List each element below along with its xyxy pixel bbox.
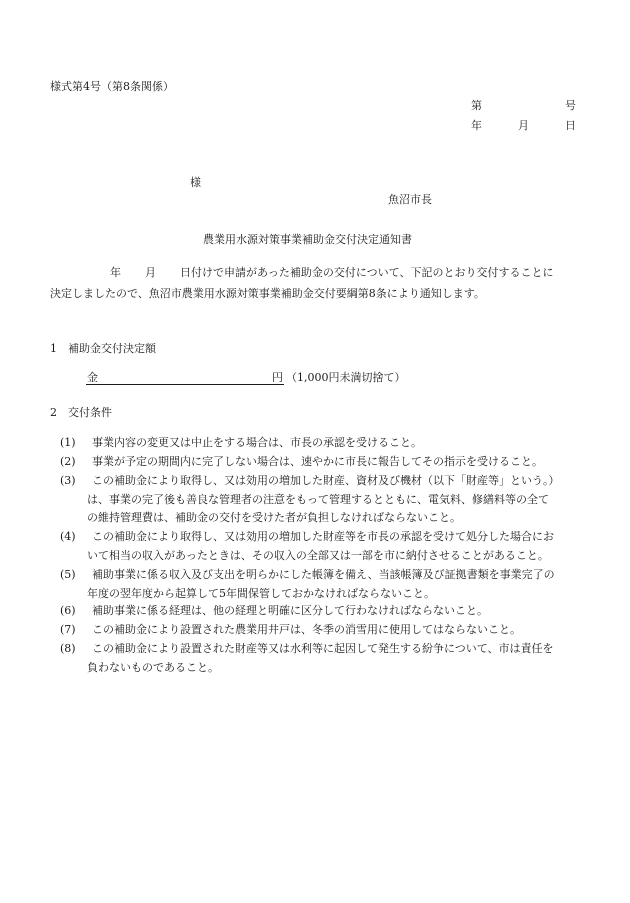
condition-text-line: 補助事業に係る経理は、他の経理と明確に区分して行わなければならないこと。 (92, 604, 488, 617)
section1-heading: 1 補助金交付決定額 (50, 342, 156, 355)
document-number-prefix: 第 (471, 99, 482, 112)
document-number-suffix: 号 (565, 99, 576, 112)
intro-line2: 決定しましたので、魚沼市農業用水源対策事業補助金交付要綱第8条により通知します。 (50, 287, 485, 300)
amount-blank-line (86, 384, 284, 385)
intro-line1: 日付けで申請があった補助金の交付について、下記のとおり交付することに (180, 266, 554, 279)
addressee-honorific: 様 (190, 176, 201, 189)
condition-number: (4) (60, 530, 76, 543)
condition-number: (1) (60, 436, 76, 449)
condition-text-line: 負わないものであること。 (87, 660, 219, 674)
condition-number: (3) (60, 474, 76, 487)
date-month-label: 月 (518, 119, 529, 132)
condition-text-line: は、事業の完了後も善良な管理者の注意をもって管理するとともに、電気料、修繕料等の全て (87, 492, 549, 506)
condition-text-line: この補助金により設置された財産等又は水利等に起因して発生する紛争について、市は責任を (92, 642, 554, 655)
condition-item (60, 621, 580, 640)
condition-number: (5) (60, 568, 76, 581)
condition-number: (6) (60, 604, 76, 617)
date-day-label: 日 (565, 119, 576, 132)
condition-text-line: 補助事業に係る収入及び支出を明らかにした帳簿を備え、当該帳簿及び証拠書類を事業完了の (92, 568, 555, 581)
amount-rounding-note: （1,000円未満切捨て） (286, 371, 406, 384)
date-year-label: 年 (471, 119, 482, 132)
section2-heading: 2 交付条件 (50, 406, 112, 419)
condition-item (60, 640, 580, 677)
condition-item (60, 602, 580, 621)
condition-number: (8) (60, 642, 76, 655)
issuer-name: 魚沼市長 (388, 193, 432, 206)
condition-text-line: いて相当の収入があったときは、その収入の全部又は一部を市に納付させることがあること。 (87, 548, 549, 562)
condition-text-line: の維持管理費は、補助金の交付を受けた者が負担しなければならないこと。 (87, 511, 461, 525)
condition-text-line: 事業が予定の期間内に完了しない場合は、速やかに市長に報告してその指示を受けること。 (92, 455, 543, 468)
intro-year: 年 (110, 266, 121, 279)
condition-item (60, 453, 580, 472)
condition-text-line: 事業内容の変更又は中止をする場合は、市長の承認を受けること。 (92, 436, 422, 449)
condition-number: (7) (60, 623, 76, 636)
condition-text-line: この補助金により取得し、又は効用の増加した財産等を市長の承認を受けて処分した場合にお (92, 530, 554, 543)
condition-text-line: この補助金により設置された農業用井戸は、冬季の消雪用に使用してはならないこと。 (92, 623, 521, 636)
amount-yen-label: 円 (272, 371, 283, 384)
amount-kin-label: 金 (87, 371, 98, 384)
condition-item (60, 472, 580, 528)
condition-number: (2) (60, 455, 76, 468)
condition-item (60, 566, 580, 603)
condition-item (60, 528, 580, 565)
condition-text-line: 年度の翌年度から起算して5年間保管しておかなければならないこと。 (87, 586, 435, 600)
condition-item (60, 434, 580, 453)
condition-text-line: この補助金により取得し、又は効用の増加した財産、資材及び機材（以下「財産等」という。） (92, 474, 560, 487)
form-label: 様式第4号（第8条関係） (50, 80, 174, 93)
intro-month: 月 (145, 266, 156, 279)
document-title: 農業用水源対策事業補助金交付決定通知書 (203, 233, 412, 246)
